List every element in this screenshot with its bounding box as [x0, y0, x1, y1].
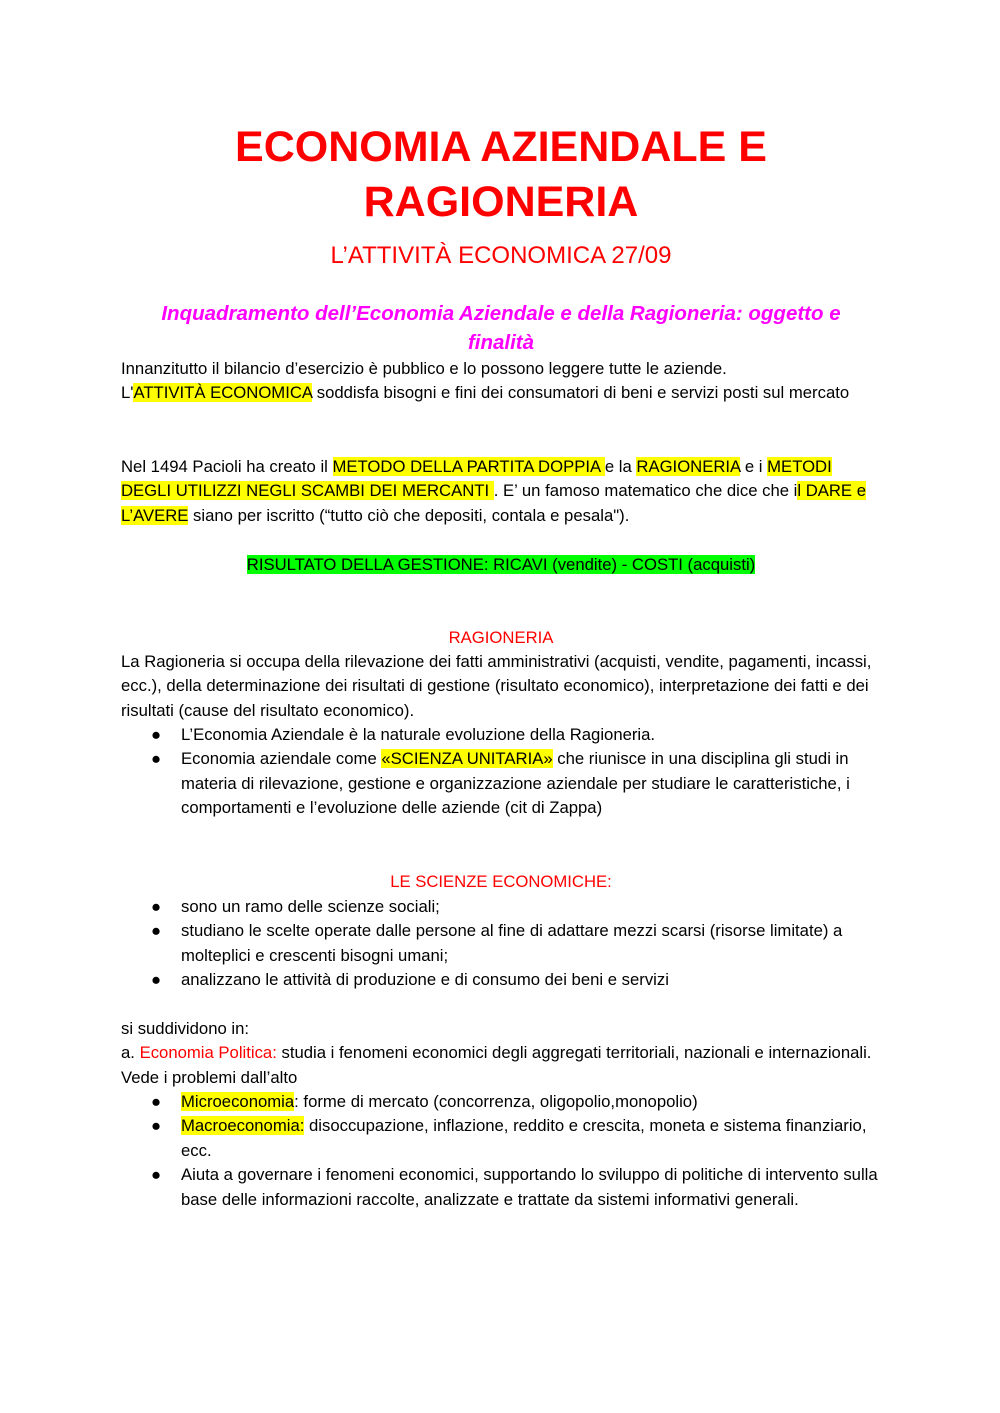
section-heading: [121, 299, 881, 357]
macroeconomia-highlight: Macroeconomia:: [181, 1116, 305, 1136]
bullet-text-rest: che riunisce in una disciplina gli studi in materia di rilevazione, gestione e organizzazione aziendale per studiare le caratteristiche, i comportamenti e l’evoluzione delle aziende (cit di Zappa): [181, 749, 850, 818]
ragioneria-highlight: RAGIONERIA: [636, 457, 741, 476]
bullet-icon: ●: [151, 1116, 162, 1136]
bullet-icon: ●: [151, 1165, 162, 1185]
suddivisione-intro: si suddividono in:: [121, 1019, 250, 1038]
risultato-gestione-highlight: RISULTATO DELLA GESTIONE: RICAVI (vendite) - COSTI (acquisti): [246, 555, 756, 574]
section-heading-line-1: Inquadramento dell’Economia Aziendale e della Ragioneria: oggetto e: [161, 302, 841, 325]
title-line-1: ECONOMIA AZIENDALE E: [235, 123, 767, 171]
bullet-icon: ●: [151, 725, 162, 744]
partita-doppia-highlight: METODO DELLA PARTITA DOPPIA: [332, 457, 605, 476]
pacioli-paragraph: [121, 455, 881, 528]
intro-prefix: L': [121, 383, 134, 403]
attivita-economica-highlight: ATTIVITÀ ECONOMICA: [133, 383, 313, 403]
pacioli-text-4: . E’ un famoso matematico che dice che i: [493, 481, 798, 501]
economia-politica-bullet-list: [121, 1090, 881, 1212]
document-subtitle: L’ATTIVITÀ ECONOMICA 27/09: [330, 242, 672, 269]
bullet-icon: ●: [151, 897, 162, 916]
intro-rest: soddisfa bisogni e fini dei consumatori di beni e servizi posti sul mercato: [312, 383, 850, 403]
bullet-icon: ●: [151, 970, 162, 990]
dare-avere-highlight: l DARE e L’AVERE: [121, 481, 866, 525]
bullet-icon: ●: [151, 1092, 162, 1111]
microeconomia-text: : forme di mercato (concorrenza, oligopolio,monopolio): [294, 1092, 698, 1111]
list-item: [121, 895, 881, 919]
section-heading-line-2: finalità: [467, 331, 535, 354]
ragioneria-bullet-list: [121, 723, 881, 821]
document-title: [121, 120, 881, 230]
scienze-heading: LE SCIENZE ECONOMICHE:: [390, 872, 612, 891]
ragioneria-paragraph: La Ragioneria si occupa della rilevazione dei fatti amministrativi (acquisti, vendite, pagamenti, incassi, ecc.), della determinazione dei risultati di gestione (risultato economico), interpretazione dei fatti e dei risultati (cause del risultato economico).: [121, 652, 872, 720]
risultato-line: [121, 553, 881, 577]
bullet-text: sono un ramo delle scienze sociali;: [181, 897, 440, 916]
scienza-unitaria-highlight: «SCIENZA UNITARIA»: [381, 749, 553, 769]
economia-politica-text: studia i fenomeni economici degli aggregati territoriali, nazionali e internazionali. Vede i problemi dall’alto: [121, 1043, 872, 1087]
bullet-icon: ●: [151, 749, 162, 769]
economia-politica-label: Economia Politica:: [139, 1043, 277, 1063]
bullet-text: L’Economia Aziendale è la naturale evoluzione della Ragioneria.: [181, 725, 656, 744]
pacioli-text-1: Nel 1494 Pacioli ha creato il: [121, 457, 333, 476]
bullet-icon: ●: [151, 921, 162, 941]
macroeconomia-text: disoccupazione, inflazione, reddito e crescita, moneta e sistema finanziario, ecc.: [181, 1116, 867, 1160]
ragioneria-heading: RAGIONERIA: [448, 628, 554, 647]
list-item: [121, 1114, 881, 1163]
bullet-text: analizzano le attività di produzione e di consumo dei beni e servizi: [181, 970, 669, 990]
metodi-utilizzi-highlight: METODI DEGLI UTILIZZI NEGLI SCAMBI DEI MERCANTI: [121, 457, 832, 501]
intro-paragraph: [121, 357, 881, 406]
bullet-text-prefix: Economia aziendale come: [181, 749, 382, 769]
list-item: [121, 747, 881, 820]
scienze-bullet-list: [121, 895, 881, 993]
microeconomia-highlight: Microeconomia: [181, 1092, 295, 1111]
list-item: [121, 1163, 881, 1212]
list-item: [121, 968, 881, 992]
pacioli-text-3: e i: [740, 457, 768, 476]
bullet-text: studiano le scelte operate dalle persone al fine di adattare mezzi scarsi (risorse limitate) a molteplici e crescenti bisogni umani;: [181, 921, 843, 965]
list-item: [121, 1090, 881, 1114]
pacioli-text-5: siano per iscritto (“tutto ciò che depositi, contala e pesala").: [188, 505, 630, 525]
intro-line-2: [121, 381, 881, 405]
list-item: [121, 919, 881, 968]
economia-politica-line: [121, 1041, 881, 1090]
pacioli-text-2: e la: [604, 457, 637, 476]
item-prefix: a.: [121, 1043, 140, 1063]
list-item: [121, 723, 881, 747]
bullet-text: Aiuta a governare i fenomeni economici, supportando lo sviluppo di politiche di intervento sulla base delle informazioni raccolte, analizzate e trattate da sistemi informativi generali.: [181, 1165, 878, 1209]
title-line-2: RAGIONERIA: [363, 178, 639, 226]
intro-line-1: Innanzitutto il bilancio d’esercizio è pubblico e lo possono leggere tutte le aziende.: [121, 359, 727, 378]
suddivisione-paragraph: [121, 1017, 881, 1090]
